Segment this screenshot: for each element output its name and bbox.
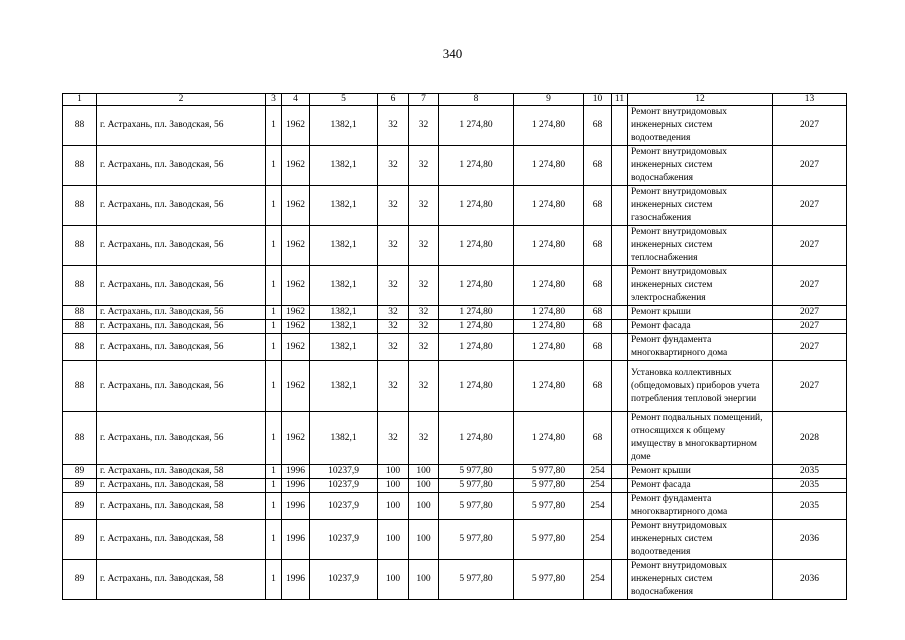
planned-year-cell: 2027 bbox=[773, 106, 847, 146]
planned-year-cell: 2027 bbox=[773, 266, 847, 306]
cost-total-cell: 1 274,80 bbox=[439, 186, 514, 226]
year-built-cell: 1996 bbox=[282, 465, 310, 479]
area-cell: 1382,1 bbox=[310, 266, 378, 306]
col-7-cell: 32 bbox=[409, 320, 439, 334]
table-row bbox=[63, 334, 847, 361]
column-header: 3 bbox=[266, 94, 282, 106]
col-6-cell: 32 bbox=[378, 320, 409, 334]
col-10-cell: 254 bbox=[584, 493, 612, 520]
cost-total-cell: 5 977,80 bbox=[439, 520, 514, 560]
col-10-cell: 254 bbox=[584, 465, 612, 479]
planned-year-cell: 2035 bbox=[773, 493, 847, 520]
column-header: 5 bbox=[310, 94, 378, 106]
address-cell: г. Астрахань, пл. Заводская, 56 bbox=[97, 361, 266, 412]
house-number-cell: 89 bbox=[63, 520, 97, 560]
cost-total-cell: 1 274,80 bbox=[439, 266, 514, 306]
cost-total-cell: 1 274,80 bbox=[439, 226, 514, 266]
col-10-cell: 254 bbox=[584, 479, 612, 493]
year-built-cell: 1962 bbox=[282, 412, 310, 465]
column-header: 4 bbox=[282, 94, 310, 106]
table-row bbox=[63, 320, 847, 334]
house-number-cell: 88 bbox=[63, 412, 97, 465]
house-number-cell: 89 bbox=[63, 479, 97, 493]
table-row bbox=[63, 361, 847, 412]
cost-limit-cell: 1 274,80 bbox=[514, 146, 584, 186]
house-number-cell: 88 bbox=[63, 320, 97, 334]
cost-total-cell: 1 274,80 bbox=[439, 320, 514, 334]
house-number-cell: 88 bbox=[63, 334, 97, 361]
col-10-cell: 68 bbox=[584, 226, 612, 266]
area-cell: 1382,1 bbox=[310, 106, 378, 146]
house-number-cell: 88 bbox=[63, 266, 97, 306]
col-11-cell bbox=[612, 465, 628, 479]
col-11-cell bbox=[612, 320, 628, 334]
column-header: 9 bbox=[514, 94, 584, 106]
cost-total-cell: 5 977,80 bbox=[439, 493, 514, 520]
cost-total-cell: 1 274,80 bbox=[439, 361, 514, 412]
col-7-cell: 32 bbox=[409, 306, 439, 320]
cost-total-cell: 5 977,80 bbox=[439, 465, 514, 479]
house-number-cell: 88 bbox=[63, 106, 97, 146]
col-11-cell bbox=[612, 412, 628, 465]
table-row bbox=[63, 493, 847, 520]
col-6-cell: 32 bbox=[378, 146, 409, 186]
work-type-cell: Ремонт фасада bbox=[628, 479, 773, 493]
col-3-cell: 1 bbox=[266, 479, 282, 493]
work-type-cell: Ремонт внутридомовых инженерных систем водоотведения bbox=[628, 520, 773, 560]
col-11-cell bbox=[612, 520, 628, 560]
cost-limit-cell: 1 274,80 bbox=[514, 266, 584, 306]
area-cell: 10237,9 bbox=[310, 520, 378, 560]
planned-year-cell: 2035 bbox=[773, 465, 847, 479]
col-6-cell: 32 bbox=[378, 266, 409, 306]
column-header: 2 bbox=[97, 94, 266, 106]
col-3-cell: 1 bbox=[266, 560, 282, 600]
year-built-cell: 1962 bbox=[282, 306, 310, 320]
column-header: 13 bbox=[773, 94, 847, 106]
col-11-cell bbox=[612, 560, 628, 600]
col-6-cell: 32 bbox=[378, 306, 409, 320]
area-cell: 10237,9 bbox=[310, 465, 378, 479]
house-number-cell: 88 bbox=[63, 361, 97, 412]
col-3-cell: 1 bbox=[266, 493, 282, 520]
address-cell: г. Астрахань, пл. Заводская, 56 bbox=[97, 334, 266, 361]
year-built-cell: 1996 bbox=[282, 479, 310, 493]
col-10-cell: 68 bbox=[584, 412, 612, 465]
column-header: 7 bbox=[409, 94, 439, 106]
table-body bbox=[63, 94, 847, 600]
col-3-cell: 1 bbox=[266, 520, 282, 560]
cost-total-cell: 5 977,80 bbox=[439, 560, 514, 600]
planned-year-cell: 2027 bbox=[773, 320, 847, 334]
col-10-cell: 68 bbox=[584, 106, 612, 146]
year-built-cell: 1962 bbox=[282, 146, 310, 186]
header-row bbox=[63, 94, 847, 106]
planned-year-cell: 2027 bbox=[773, 334, 847, 361]
work-type-cell: Ремонт фундамента многоквартирного дома bbox=[628, 334, 773, 361]
planned-year-cell: 2028 bbox=[773, 412, 847, 465]
cost-limit-cell: 1 274,80 bbox=[514, 186, 584, 226]
col-10-cell: 254 bbox=[584, 520, 612, 560]
column-header: 11 bbox=[612, 94, 628, 106]
work-type-cell: Ремонт внутридомовых инженерных систем теплоснабжения bbox=[628, 226, 773, 266]
col-3-cell: 1 bbox=[266, 306, 282, 320]
table-row bbox=[63, 306, 847, 320]
house-number-cell: 89 bbox=[63, 560, 97, 600]
planned-year-cell: 2027 bbox=[773, 361, 847, 412]
col-7-cell: 32 bbox=[409, 186, 439, 226]
col-7-cell: 32 bbox=[409, 226, 439, 266]
col-6-cell: 100 bbox=[378, 520, 409, 560]
address-cell: г. Астрахань, пл. Заводская, 56 bbox=[97, 226, 266, 266]
col-11-cell bbox=[612, 226, 628, 266]
col-3-cell: 1 bbox=[266, 226, 282, 266]
col-6-cell: 100 bbox=[378, 493, 409, 520]
address-cell: г. Астрахань, пл. Заводская, 56 bbox=[97, 106, 266, 146]
cost-limit-cell: 5 977,80 bbox=[514, 493, 584, 520]
col-3-cell: 1 bbox=[266, 465, 282, 479]
area-cell: 10237,9 bbox=[310, 560, 378, 600]
col-3-cell: 1 bbox=[266, 361, 282, 412]
column-header: 10 bbox=[584, 94, 612, 106]
table-row bbox=[63, 465, 847, 479]
year-built-cell: 1962 bbox=[282, 320, 310, 334]
table-row bbox=[63, 226, 847, 266]
col-6-cell: 100 bbox=[378, 479, 409, 493]
cost-limit-cell: 1 274,80 bbox=[514, 334, 584, 361]
work-type-cell: Ремонт крыши bbox=[628, 306, 773, 320]
page-number: 340 bbox=[442, 46, 463, 61]
col-3-cell: 1 bbox=[266, 106, 282, 146]
address-cell: г. Астрахань, пл. Заводская, 58 bbox=[97, 520, 266, 560]
area-cell: 1382,1 bbox=[310, 306, 378, 320]
year-built-cell: 1962 bbox=[282, 334, 310, 361]
table-row bbox=[63, 412, 847, 465]
repair-schedule-table bbox=[62, 93, 847, 600]
cost-limit-cell: 1 274,80 bbox=[514, 106, 584, 146]
col-11-cell bbox=[612, 334, 628, 361]
work-type-cell: Ремонт крыши bbox=[628, 465, 773, 479]
col-3-cell: 1 bbox=[266, 412, 282, 465]
col-7-cell: 100 bbox=[409, 479, 439, 493]
col-6-cell: 32 bbox=[378, 334, 409, 361]
year-built-cell: 1962 bbox=[282, 226, 310, 266]
work-type-cell: Установка коллективных (общедомовых) приборов учета потребления тепловой энергии bbox=[628, 361, 773, 412]
col-7-cell: 32 bbox=[409, 361, 439, 412]
col-6-cell: 100 bbox=[378, 465, 409, 479]
house-number-cell: 89 bbox=[63, 465, 97, 479]
work-type-cell: Ремонт фундамента многоквартирного дома bbox=[628, 493, 773, 520]
year-built-cell: 1962 bbox=[282, 106, 310, 146]
house-number-cell: 88 bbox=[63, 186, 97, 226]
col-6-cell: 32 bbox=[378, 361, 409, 412]
col-7-cell: 100 bbox=[409, 493, 439, 520]
table-row bbox=[63, 520, 847, 560]
col-3-cell: 1 bbox=[266, 334, 282, 361]
address-cell: г. Астрахань, пл. Заводская, 56 bbox=[97, 320, 266, 334]
work-type-cell: Ремонт внутридомовых инженерных систем газоснабжения bbox=[628, 186, 773, 226]
col-11-cell bbox=[612, 146, 628, 186]
planned-year-cell: 2035 bbox=[773, 479, 847, 493]
address-cell: г. Астрахань, пл. Заводская, 56 bbox=[97, 306, 266, 320]
area-cell: 1382,1 bbox=[310, 226, 378, 266]
col-10-cell: 254 bbox=[584, 560, 612, 600]
area-cell: 1382,1 bbox=[310, 334, 378, 361]
area-cell: 1382,1 bbox=[310, 186, 378, 226]
planned-year-cell: 2027 bbox=[773, 226, 847, 266]
col-3-cell: 1 bbox=[266, 146, 282, 186]
address-cell: г. Астрахань, пл. Заводская, 56 bbox=[97, 186, 266, 226]
cost-limit-cell: 5 977,80 bbox=[514, 479, 584, 493]
column-header: 8 bbox=[439, 94, 514, 106]
col-11-cell bbox=[612, 186, 628, 226]
planned-year-cell: 2036 bbox=[773, 520, 847, 560]
work-type-cell: Ремонт внутридомовых инженерных систем водоснабжения bbox=[628, 146, 773, 186]
year-built-cell: 1996 bbox=[282, 520, 310, 560]
house-number-cell: 88 bbox=[63, 306, 97, 320]
cost-total-cell: 1 274,80 bbox=[439, 106, 514, 146]
col-3-cell: 1 bbox=[266, 186, 282, 226]
work-type-cell: Ремонт фасада bbox=[628, 320, 773, 334]
cost-limit-cell: 5 977,80 bbox=[514, 560, 584, 600]
address-cell: г. Астрахань, пл. Заводская, 56 bbox=[97, 146, 266, 186]
address-cell: г. Астрахань, пл. Заводская, 58 bbox=[97, 465, 266, 479]
column-header: 1 bbox=[63, 94, 97, 106]
area-cell: 1382,1 bbox=[310, 146, 378, 186]
area-cell: 10237,9 bbox=[310, 493, 378, 520]
year-built-cell: 1962 bbox=[282, 266, 310, 306]
cost-total-cell: 1 274,80 bbox=[439, 412, 514, 465]
table-row bbox=[63, 146, 847, 186]
col-7-cell: 32 bbox=[409, 412, 439, 465]
house-number-cell: 88 bbox=[63, 226, 97, 266]
col-7-cell: 32 bbox=[409, 146, 439, 186]
col-10-cell: 68 bbox=[584, 320, 612, 334]
col-7-cell: 32 bbox=[409, 334, 439, 361]
area-cell: 1382,1 bbox=[310, 412, 378, 465]
col-6-cell: 32 bbox=[378, 106, 409, 146]
col-10-cell: 68 bbox=[584, 361, 612, 412]
year-built-cell: 1962 bbox=[282, 361, 310, 412]
col-7-cell: 32 bbox=[409, 106, 439, 146]
col-7-cell: 100 bbox=[409, 465, 439, 479]
table-row bbox=[63, 106, 847, 146]
table-row bbox=[63, 266, 847, 306]
cost-limit-cell: 5 977,80 bbox=[514, 520, 584, 560]
year-built-cell: 1962 bbox=[282, 186, 310, 226]
col-11-cell bbox=[612, 266, 628, 306]
house-number-cell: 88 bbox=[63, 146, 97, 186]
col-3-cell: 1 bbox=[266, 320, 282, 334]
table-row bbox=[63, 186, 847, 226]
address-cell: г. Астрахань, пл. Заводская, 56 bbox=[97, 266, 266, 306]
col-6-cell: 100 bbox=[378, 560, 409, 600]
col-11-cell bbox=[612, 106, 628, 146]
house-number-cell: 89 bbox=[63, 493, 97, 520]
table-row bbox=[63, 560, 847, 600]
cost-limit-cell: 1 274,80 bbox=[514, 361, 584, 412]
area-cell: 10237,9 bbox=[310, 479, 378, 493]
cost-limit-cell: 1 274,80 bbox=[514, 306, 584, 320]
cost-total-cell: 1 274,80 bbox=[439, 334, 514, 361]
cost-limit-cell: 1 274,80 bbox=[514, 412, 584, 465]
col-11-cell bbox=[612, 479, 628, 493]
area-cell: 1382,1 bbox=[310, 361, 378, 412]
col-10-cell: 68 bbox=[584, 146, 612, 186]
cost-total-cell: 5 977,80 bbox=[439, 479, 514, 493]
col-11-cell bbox=[612, 306, 628, 320]
cost-limit-cell: 1 274,80 bbox=[514, 320, 584, 334]
year-built-cell: 1996 bbox=[282, 560, 310, 600]
address-cell: г. Астрахань, пл. Заводская, 58 bbox=[97, 560, 266, 600]
col-7-cell: 100 bbox=[409, 520, 439, 560]
table-row bbox=[63, 479, 847, 493]
year-built-cell: 1996 bbox=[282, 493, 310, 520]
work-type-cell: Ремонт внутридомовых инженерных систем водоотведения bbox=[628, 106, 773, 146]
cost-total-cell: 1 274,80 bbox=[439, 146, 514, 186]
cost-limit-cell: 5 977,80 bbox=[514, 465, 584, 479]
col-7-cell: 32 bbox=[409, 266, 439, 306]
planned-year-cell: 2036 bbox=[773, 560, 847, 600]
col-10-cell: 68 bbox=[584, 306, 612, 320]
planned-year-cell: 2027 bbox=[773, 186, 847, 226]
cost-limit-cell: 1 274,80 bbox=[514, 226, 584, 266]
work-type-cell: Ремонт внутридомовых инженерных систем водоснабжения bbox=[628, 560, 773, 600]
address-cell: г. Астрахань, пл. Заводская, 58 bbox=[97, 479, 266, 493]
work-type-cell: Ремонт внутридомовых инженерных систем электроснабжения bbox=[628, 266, 773, 306]
work-type-cell: Ремонт подвальных помещений, относящихся к общему имуществу в многоквартирном доме bbox=[628, 412, 773, 465]
col-10-cell: 68 bbox=[584, 334, 612, 361]
col-11-cell bbox=[612, 361, 628, 412]
col-3-cell: 1 bbox=[266, 266, 282, 306]
planned-year-cell: 2027 bbox=[773, 306, 847, 320]
col-11-cell bbox=[612, 493, 628, 520]
col-6-cell: 32 bbox=[378, 186, 409, 226]
area-cell: 1382,1 bbox=[310, 320, 378, 334]
col-7-cell: 100 bbox=[409, 560, 439, 600]
cost-total-cell: 1 274,80 bbox=[439, 306, 514, 320]
column-header: 12 bbox=[628, 94, 773, 106]
col-6-cell: 32 bbox=[378, 412, 409, 465]
col-10-cell: 68 bbox=[584, 266, 612, 306]
column-header: 6 bbox=[378, 94, 409, 106]
address-cell: г. Астрахань, пл. Заводская, 58 bbox=[97, 493, 266, 520]
col-6-cell: 32 bbox=[378, 226, 409, 266]
col-10-cell: 68 bbox=[584, 186, 612, 226]
address-cell: г. Астрахань, пл. Заводская, 56 bbox=[97, 412, 266, 465]
planned-year-cell: 2027 bbox=[773, 146, 847, 186]
